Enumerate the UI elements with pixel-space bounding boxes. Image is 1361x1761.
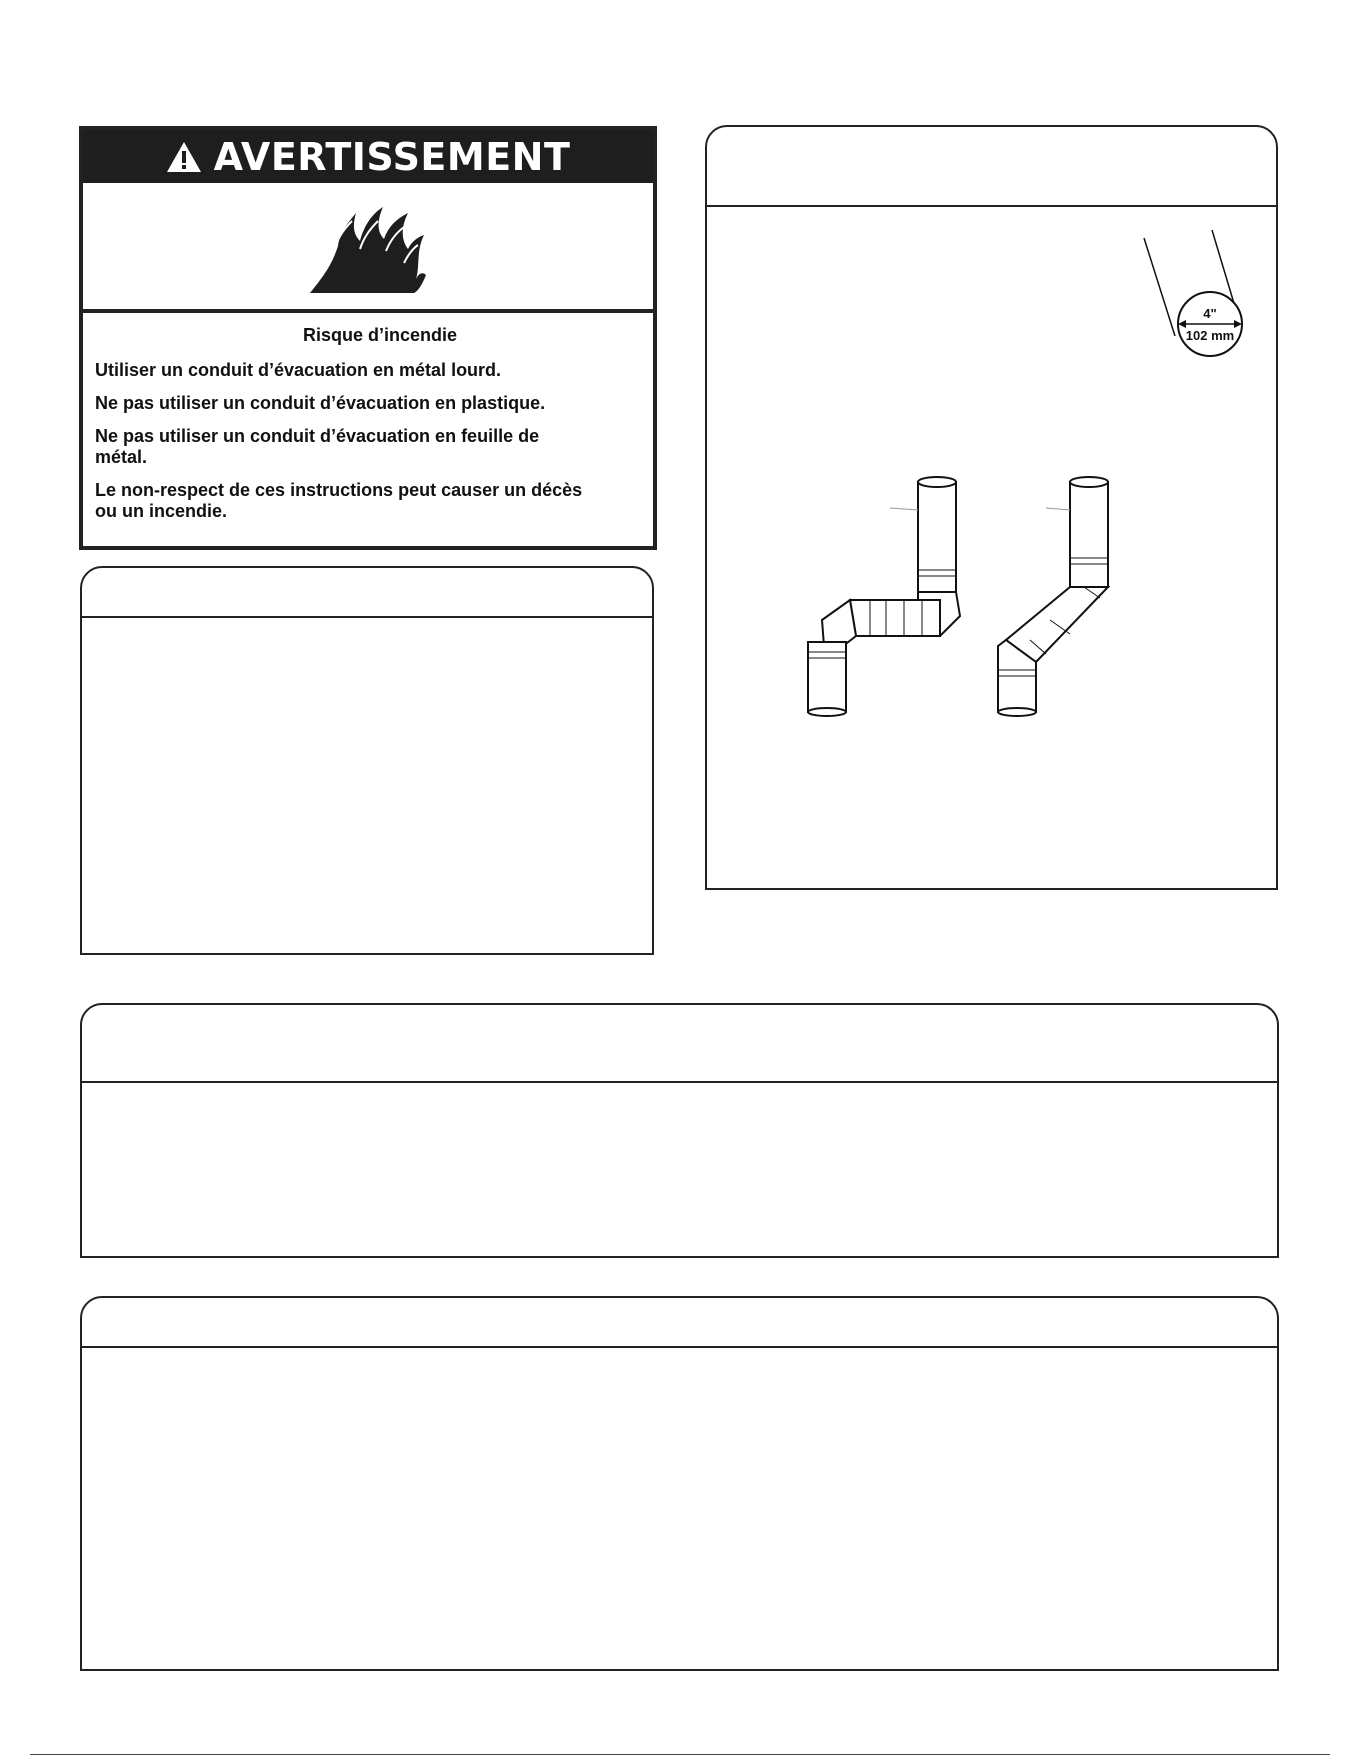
dimension-inches: 4" bbox=[1203, 306, 1217, 321]
warning-title: AVERTISSEMENT bbox=[213, 134, 571, 179]
elbow-ducts-figure bbox=[800, 470, 1150, 730]
risk-heading: Risque d’incendie bbox=[302, 325, 458, 345]
warning-line-3: Ne pas utiliser un conduit d’évacuation en feuille de métal. bbox=[95, 426, 540, 467]
angled-elbow-duct bbox=[998, 477, 1108, 716]
fire-icon bbox=[308, 201, 428, 296]
warning-box bbox=[79, 126, 657, 550]
dimension-mm: 102 mm bbox=[1185, 328, 1235, 343]
panel-divider bbox=[82, 1346, 1277, 1348]
warning-header bbox=[83, 130, 653, 183]
section-panel-wide-2 bbox=[80, 1296, 1279, 1671]
fire-symbol-band bbox=[83, 183, 653, 313]
panel-divider bbox=[82, 1081, 1277, 1083]
offset-elbow-duct bbox=[808, 477, 960, 716]
page-bottom-rule bbox=[30, 1754, 1330, 1755]
panel-divider bbox=[707, 205, 1276, 207]
panel-divider bbox=[82, 616, 652, 618]
warning-line-4: Le non-respect de ces instructions peut causer un décès ou un incendie. bbox=[95, 480, 583, 521]
section-panel-wide-1 bbox=[80, 1003, 1279, 1258]
warning-line-1: Utiliser un conduit d’évacuation en métal lourd. bbox=[95, 360, 502, 380]
section-panel-left bbox=[80, 566, 654, 955]
warning-triangle-icon bbox=[166, 141, 202, 173]
warning-body bbox=[83, 313, 677, 534]
duct-diameter-figure bbox=[1140, 230, 1280, 370]
warning-line-2: Ne pas utiliser un conduit d’évacuation en plastique. bbox=[95, 393, 546, 413]
